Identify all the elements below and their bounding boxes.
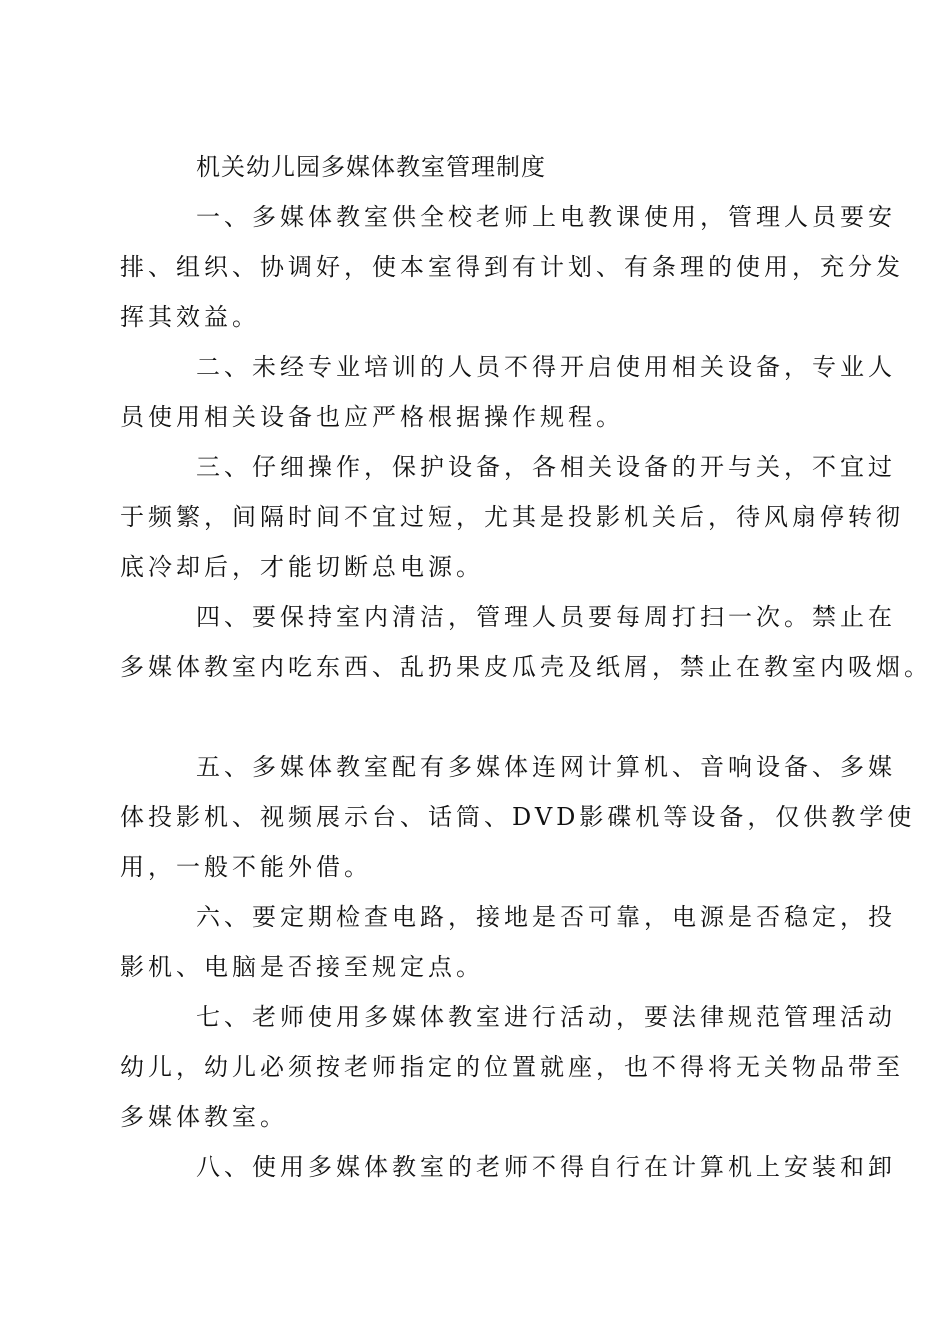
paragraph-5: [120, 742, 916, 892]
paragraph-line: 多媒体教室内吃东西、乱扔果皮瓜壳及纸屑，禁止在教室内吸烟。: [120, 653, 932, 681]
document-body: [120, 142, 932, 1192]
paragraph-6: [120, 892, 896, 992]
paragraph-8: [120, 1142, 896, 1192]
paragraph-line: 八、使用多媒体教室的老师不得自行在计算机上安装和卸: [196, 1153, 896, 1181]
paragraph-line: 七、老师使用多媒体教室进行活动，要法律规范管理活动: [196, 1003, 896, 1031]
paragraph-line: 于频繁，间隔时间不宜过短，尤其是投影机关后，待风扇停转彻: [120, 503, 904, 531]
paragraph-2: [120, 342, 896, 442]
paragraph-1: [120, 192, 904, 342]
paragraph-3: [120, 442, 904, 592]
paragraph-line: 四、要保持室内清洁，管理人员要每周打扫一次。禁止在: [196, 603, 896, 631]
paragraph-line: 幼儿，幼儿必须按老师指定的位置就座，也不得将无关物品带至: [120, 1053, 904, 1081]
paragraph-line: 三、仔细操作，保护设备，各相关设备的开与关，不宜过: [196, 453, 896, 481]
paragraph-7: [120, 992, 904, 1142]
paragraph-line: 影机、电脑是否接至规定点。: [120, 953, 484, 981]
document-title: 机关幼儿园多媒体教室管理制度: [196, 153, 546, 181]
paragraph-4: [120, 592, 932, 692]
paragraph-line: 多媒体教室。: [120, 1103, 288, 1131]
paragraph-line: 排、组织、协调好，使本室得到有计划、有条理的使用，充分发: [120, 253, 904, 281]
paragraph-line: 一、多媒体教室供全校老师上电教课使用，管理人员要安: [196, 203, 896, 231]
paragraph-line: 六、要定期检查电路，接地是否可靠，电源是否稳定，投: [196, 903, 896, 931]
paragraph-line: 员使用相关设备也应严格根据操作规程。: [120, 403, 624, 431]
paragraph-line: 用，一般不能外借。: [120, 853, 372, 881]
paragraph-line: 二、未经专业培训的人员不得开启使用相关设备，专业人: [196, 353, 896, 381]
paragraph-line: 五、多媒体教室配有多媒体连网计算机、音响设备、多媒: [196, 753, 896, 781]
paragraph-line: 体投影机、视频展示台、话筒、DVD影碟机等设备，仅供教学使: [120, 803, 916, 831]
paragraph-line: 挥其效益。: [120, 303, 260, 331]
paragraph-line: 底冷却后，才能切断总电源。: [120, 553, 484, 581]
